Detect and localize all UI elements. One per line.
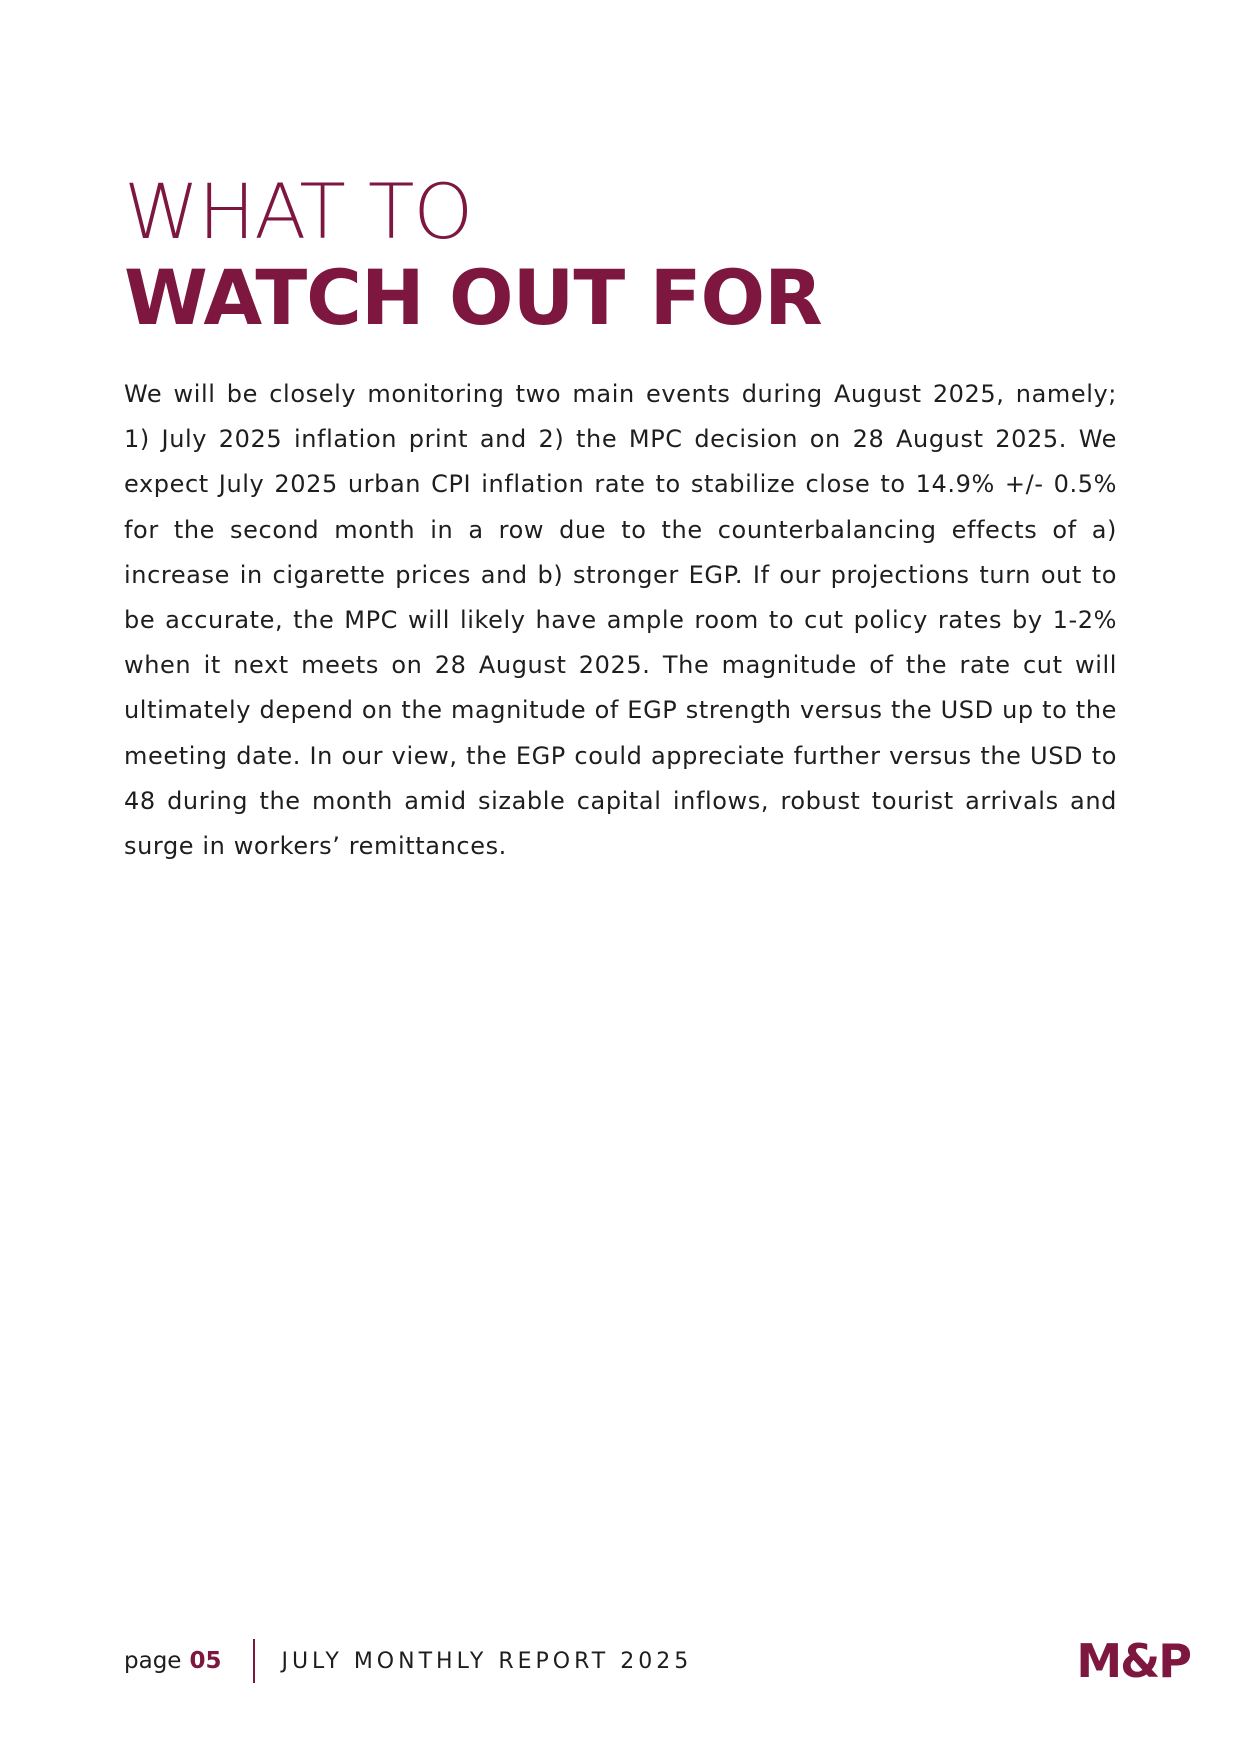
body-paragraph: We will be closely monitoring two main events during August 2025, namely; 1) July 2025 inflation print and 2) the MPC decision on 28 August 2025. We expect July 2025 urban CPI inflation rate to stabilize close to 14.9% +/- 0.5% for the second month in a row due to the counterbalancing effects of a) increase in cigarette prices and b) stronger EGP. If our projections turn out to be accurate, the MPC will likely have ample room to cut policy rates by 1-2% when it next meets on 28 August 2025. The magnitude of the rate cut will ultimately depend on the magnitude of EGP strength versus the USD up to the meeting date. In our view, the EGP could appreciate further versus the USD to 48 during the month amid sizable capital inflows, robust tourist arrivals and surge in workers’ remittances. bbox=[124, 380, 1117, 861]
title-line-light: WHAT TO bbox=[124, 167, 473, 256]
footer-divider bbox=[253, 1639, 255, 1683]
brand-logo: M&P bbox=[1076, 1634, 1190, 1688]
page-title bbox=[124, 167, 1124, 342]
page-number: 05 bbox=[189, 1648, 222, 1674]
page-label: page bbox=[124, 1648, 182, 1674]
page-footer bbox=[124, 1638, 692, 1684]
title-line-bold: WATCH OUT FOR bbox=[124, 253, 822, 342]
report-title: JULY MONTHLY REPORT 2025 bbox=[281, 1648, 693, 1674]
